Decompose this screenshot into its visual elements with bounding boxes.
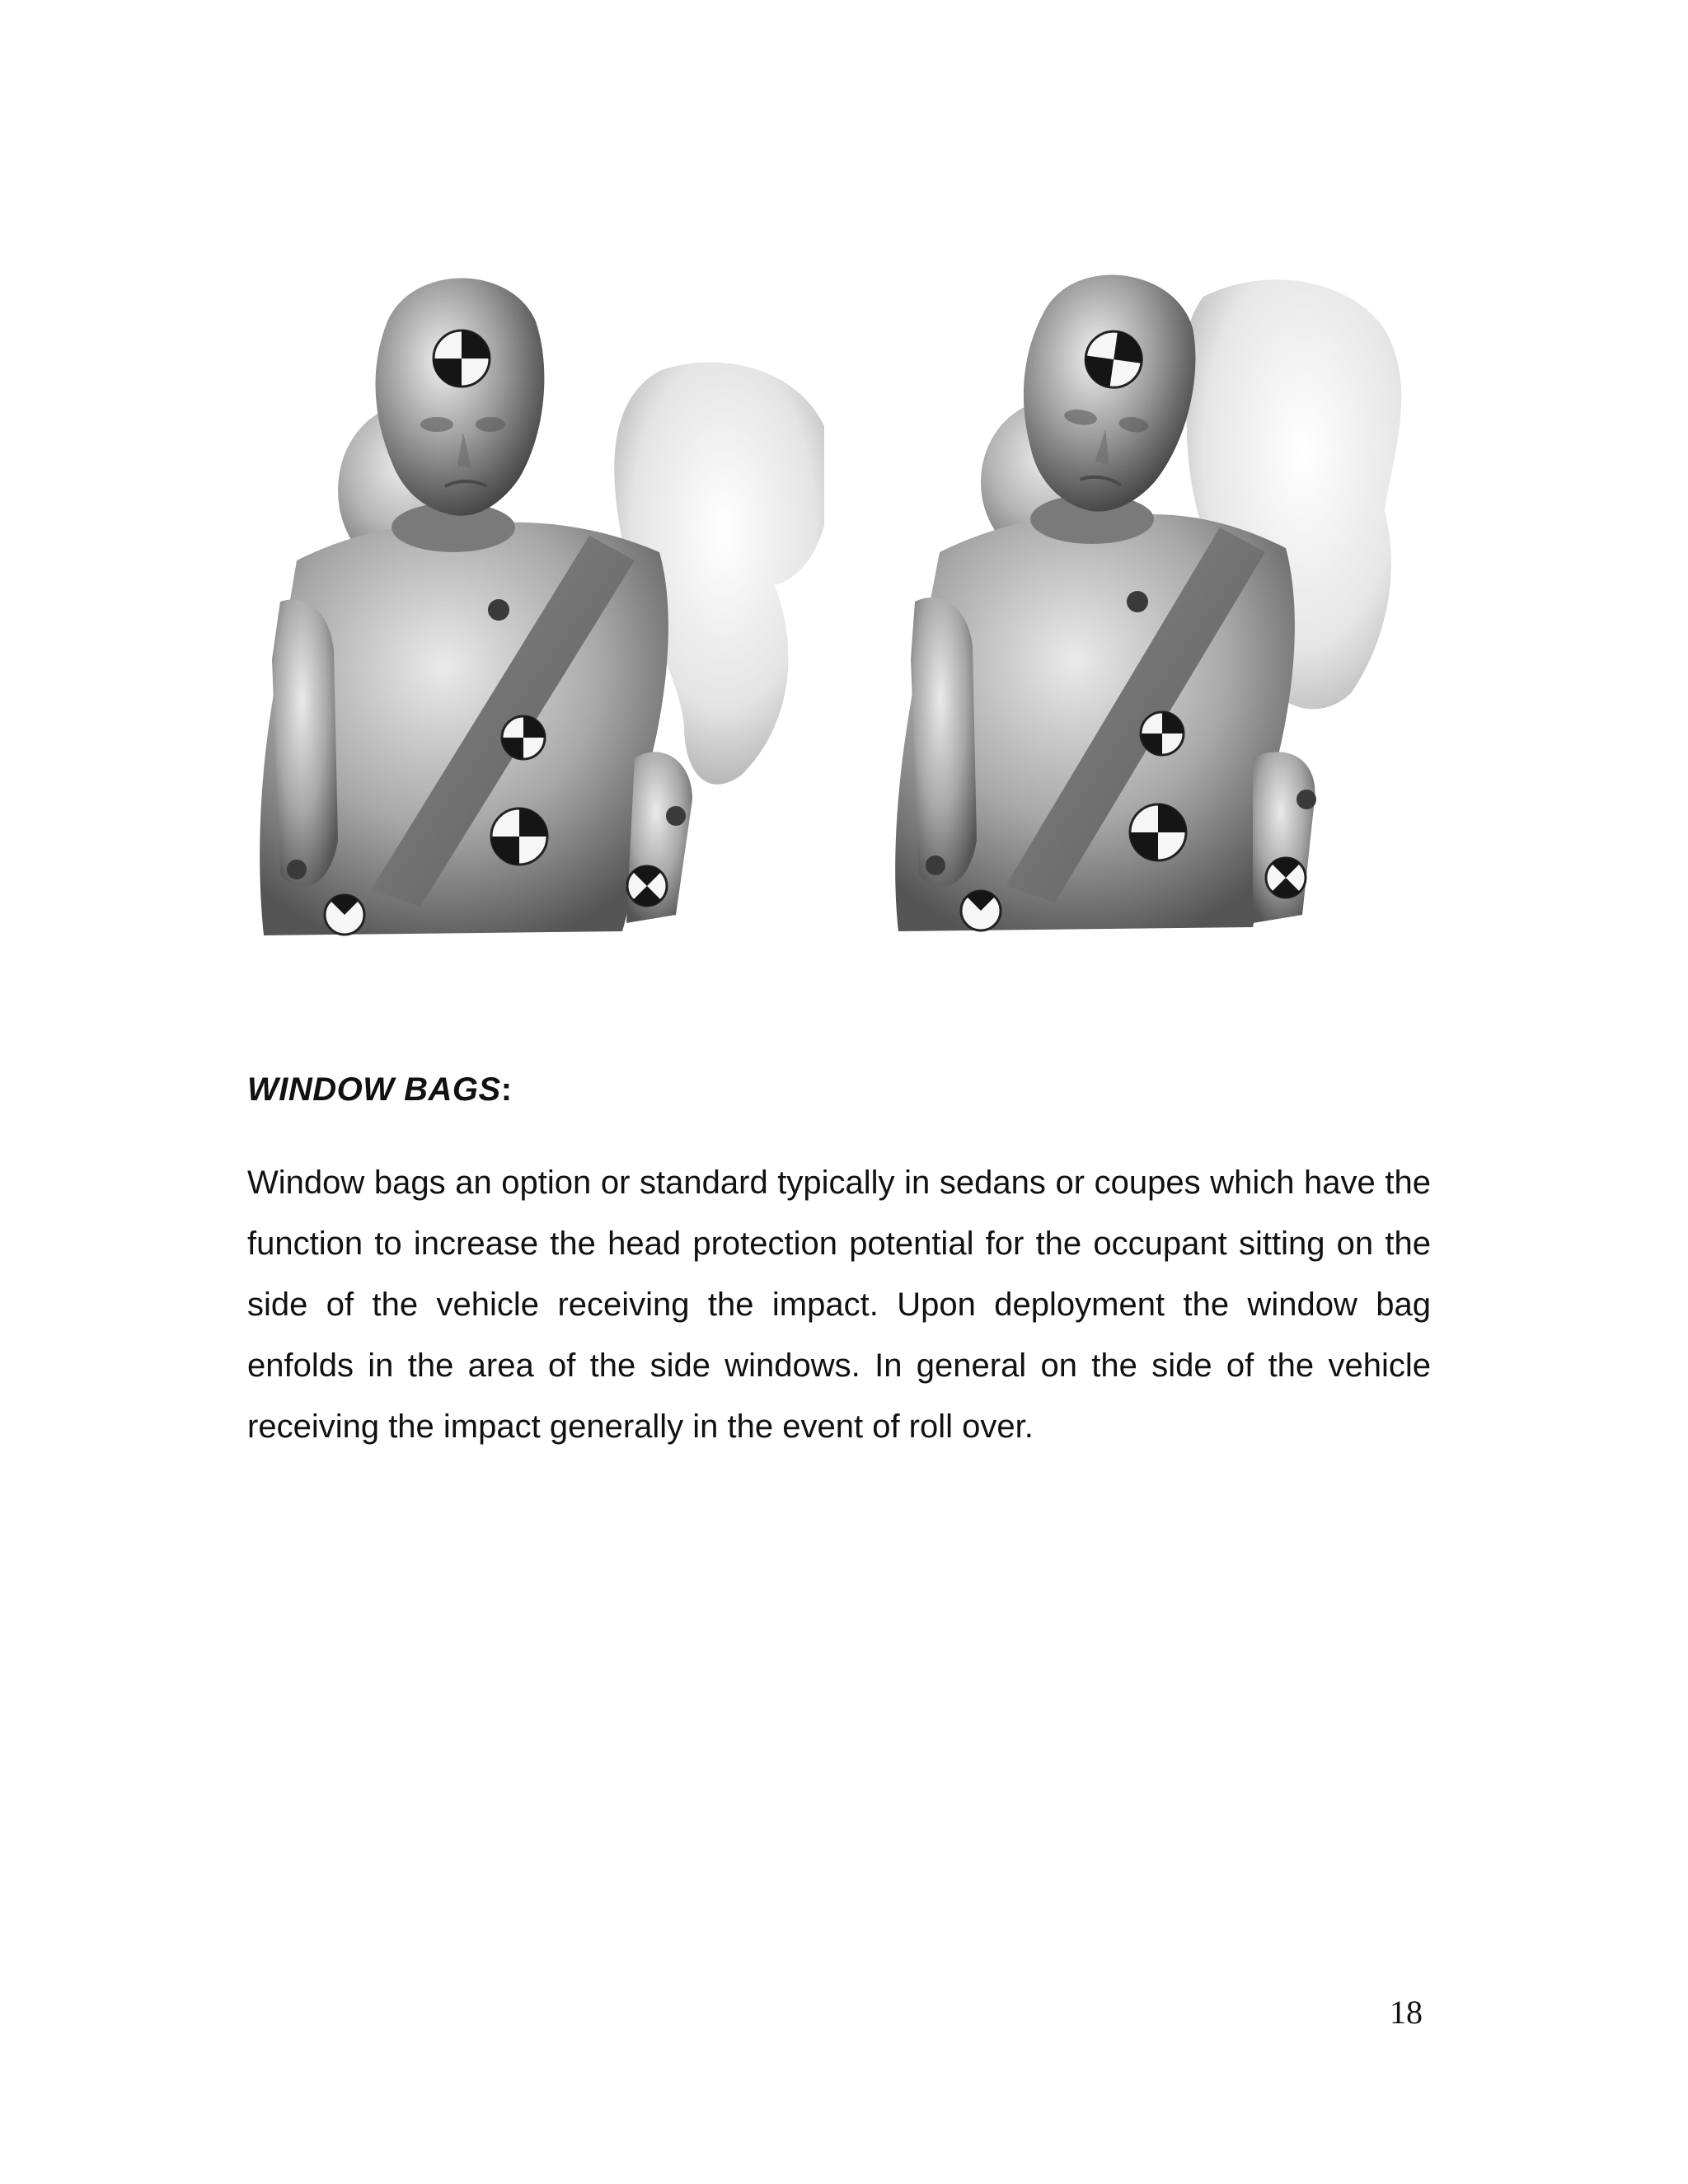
section-heading-text: WINDOW BAGS — [247, 1071, 501, 1108]
crash-dummy-left-image — [247, 264, 824, 940]
crash-dummy-right-image — [890, 264, 1442, 940]
crash-dummy-figure — [247, 264, 1442, 940]
section-heading-colon: : — [500, 1071, 513, 1108]
section-paragraph: Window bags an option or standard typically in sedans or coupes which have the function to increase the head protection potential for the occupant sitting on the side of the vehicle receiving the impact. Upon deployment the window bag enfolds in the area of the side windows. In general on the side of the vehicle receiving the impact generally in the event of roll over. — [247, 1165, 1431, 1445]
section-heading — [247, 1071, 513, 1108]
page-number: 18 — [1390, 1994, 1423, 2031]
